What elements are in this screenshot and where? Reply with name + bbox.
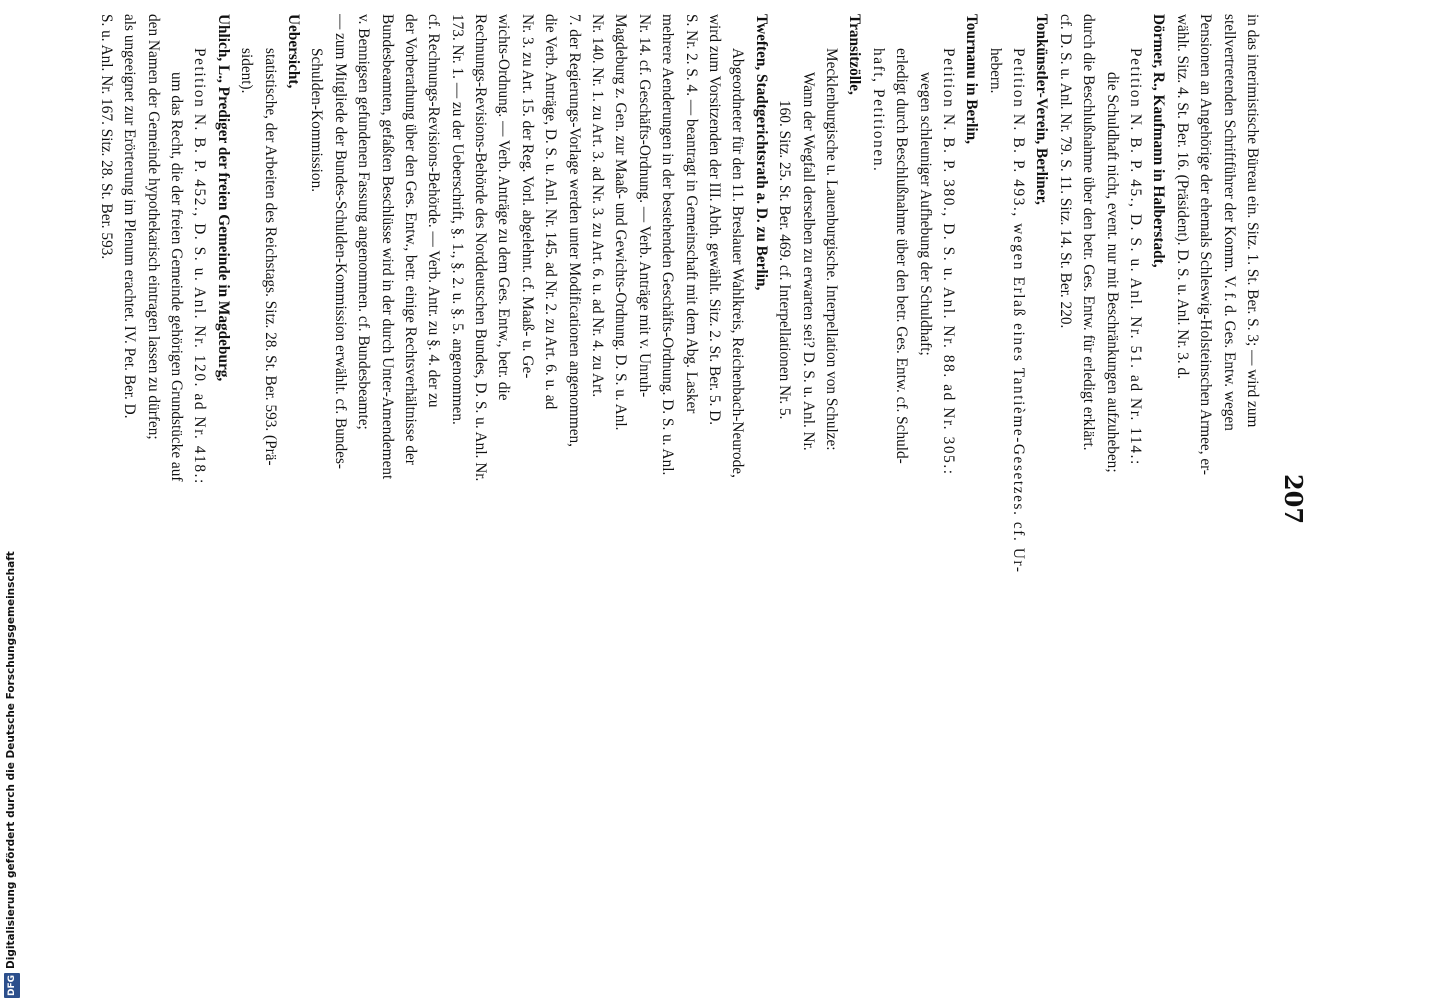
rotated-page	[88, 14, 1308, 984]
text-line: v. Bennigsen gefundenen Fassung angenommen. cf. Bundesbeamte;	[355, 14, 373, 430]
text-line: in das interimistische Büreau ein. Sitz. 1. St. Ber. S. 3; — wird zum	[1244, 14, 1261, 428]
text-line: Rechnungs-Revisions-Behörde des Norddeutschen Bundes, D. S. u. Anl. Nr.	[472, 14, 490, 482]
text-line: Petition N. B. P. 452., D. S. u. Anl. Nr. 120. ad Nr. 418.:	[191, 48, 209, 485]
text-line: durch die Beschlußnahme über den betr. Ges. Entw. für erledigt erklärt.	[1080, 14, 1098, 451]
entry-heading: Uhlich, L., Prediger der freien Gemeinde in Magdeburg,	[214, 14, 232, 382]
digitization-credit	[3, 0, 19, 998]
text-line: 160. Sitz. 25. St. Ber. 469. cf. Interpellationen Nr. 5.	[776, 100, 794, 420]
entry-heading: Tweften, Stadtgerichtsrath a. D. zu Berlin,	[752, 14, 770, 291]
entry-heading: Tournanu in Berlin,	[963, 14, 981, 144]
text-line: haft, Petitionen.	[869, 48, 887, 173]
text-line: Nr. 3. zu Art. 15. der Reg. Vorl. abgelehnt. cf. Maaß- u. Ge-	[518, 14, 536, 379]
text-line: Nr. 14. cf. Geschäfts-Ordnung. — Verb. Anträge mit v. Unruh-	[635, 14, 653, 398]
text-line: S. Nr. 2. S. 4. — beantragt in Gemeinschaft mit dem Abg. Lasker	[682, 14, 700, 414]
text-line: Magdeburg z. Gen. zur Maaß- und Gewichts-Ordnung. D. S. u. Anl.	[612, 14, 630, 431]
text-line: wählt. Sitz. 4. St. Ber. 16. (Präsident). D. S. u. Anl. Nr. 3. d.	[1173, 14, 1191, 379]
page-number: 207	[1279, 473, 1308, 525]
text-line: wichts-Ordnung. — Verb. Anträge zu dem Ges. Entw., betr. die	[495, 14, 513, 401]
entry-heading: Dörmer, R., Kaufmann in Halberstadt,	[1150, 14, 1168, 268]
text-line: Bundesbeamten, gefaßten Beschlüsse wird in der durch Unter-Amendement	[378, 14, 396, 480]
text-line: Pensionen an Angehörige der ehemals Schleswig-Holsteinschen Armee, er-	[1197, 14, 1215, 476]
text-line: — zum Mitgliede der Bundes-Schulden-Kommission erwählt. cf. Bundes-	[331, 14, 349, 470]
entry-heading: Transitzölle,	[846, 14, 864, 95]
text-line: Petition N. B. P. 380., D. S. u. Anl. Nr. 88. ad Nr. 305.:	[939, 48, 957, 476]
text-line: 173. Nr. 1. — zu der Ueberschrift, §. 1., §. 2. u. §. 5. angenommen.	[448, 14, 466, 425]
text-line: den Namen der Gemeinde hypothekarisch eintragen lassen zu dürfen;	[144, 14, 162, 440]
entry-heading: Tonkünstler-Verein, Berliner,	[1033, 14, 1051, 205]
index-text-block	[94, 14, 1264, 984]
text-line: Mecklenburgische u. Lauenburgische. Interpellation von Schulze:	[822, 48, 840, 451]
credit-text: Digitalisierung gefördert durch die Deutsche Forschungsgemeinschaft	[5, 551, 17, 969]
text-line: die Schuldhaft nicht, event. nur mit Beschränkungen aufzuheben;	[1103, 72, 1121, 473]
text-line: die Verb. Anträge, D. S. u. Anl. Nr. 145. ad Nr. 2. zu Art. 6. u. ad	[542, 14, 560, 410]
text-line: statistische, der Arbeiten des Reichstags. Sitz. 28. St. Ber. 593. (Prä-	[261, 48, 279, 466]
text-line: mehrere Aenderungen in der bestehenden Geschäfts-Ordnung. D. S. u. Anl.	[659, 14, 677, 476]
text-line: cf. Rechnungs-Revisions-Behörde. — Verb. Antr. zu §. 4. der zu	[425, 14, 443, 408]
text-line: Wann der Wegfall derselben zu erwarten sei? D. S. u. Anl. Nr.	[799, 72, 817, 451]
text-line: Petition N. B. P. 493., wegen Erlaß eines Tantième-Gesetzes. cf. Ur-	[1010, 48, 1028, 574]
text-line: wird zum Vorsitzenden der III. Abth. gewählt. Sitz. 2. St. Ber. 5. D.	[706, 14, 724, 426]
text-line: hebern.	[986, 48, 1004, 94]
text-line: Petition N. B. P. 45., D. S. u. Anl. Nr. 51. ad Nr. 114.:	[1127, 48, 1145, 466]
entry-heading: Uebersicht,	[284, 14, 302, 89]
text-line: Schulden-Kommission.	[308, 48, 326, 193]
text-line: erledigt durch Beschlußnahme über den betr. Ges. Entw. cf. Schuld-	[893, 48, 911, 464]
text-line: 7. der Regierungs-Vorlage werden unter Modificationen angenommen,	[565, 14, 583, 447]
text-line: sident).	[238, 48, 256, 94]
text-line: wegen schleuniger Aufhebung der Schuldhaft;	[916, 72, 934, 356]
text-line: als ungeeignet zur Erörterung im Plenum erachtet. IV. Pet. Ber. D.	[121, 14, 139, 419]
text-line: cf. D. S. u. Anl. Nr. 79. S. 11. Sitz. 14. St. Ber. 220.	[1056, 14, 1074, 329]
text-line: stellvertretenden Schriftführer der Komm. V. f. d. Ges. Entw. wegen	[1220, 14, 1238, 431]
text-line: der Vorberathung über den Ges. Entw., betr. einige Rechtsverhältnisse der	[401, 14, 419, 465]
text-line: Nr. 140. Nr. 1. zu Art. 3. ad Nr. 3. zu Art. 6. u. ad Nr. 4. zu Art.	[589, 14, 607, 398]
dfg-logo: DFG	[4, 973, 20, 998]
text-line: Abgeordneter für den 11. Breslauer Wahlkreis, Reichenbach-Neurode,	[729, 48, 747, 478]
text-line: um das Recht, die der freien Gemeinde gehörigen Grundstücke auf	[168, 72, 186, 482]
text-line: S. u. Anl. Nr. 167. Sitz. 28. St. Ber. 593.	[97, 14, 115, 260]
